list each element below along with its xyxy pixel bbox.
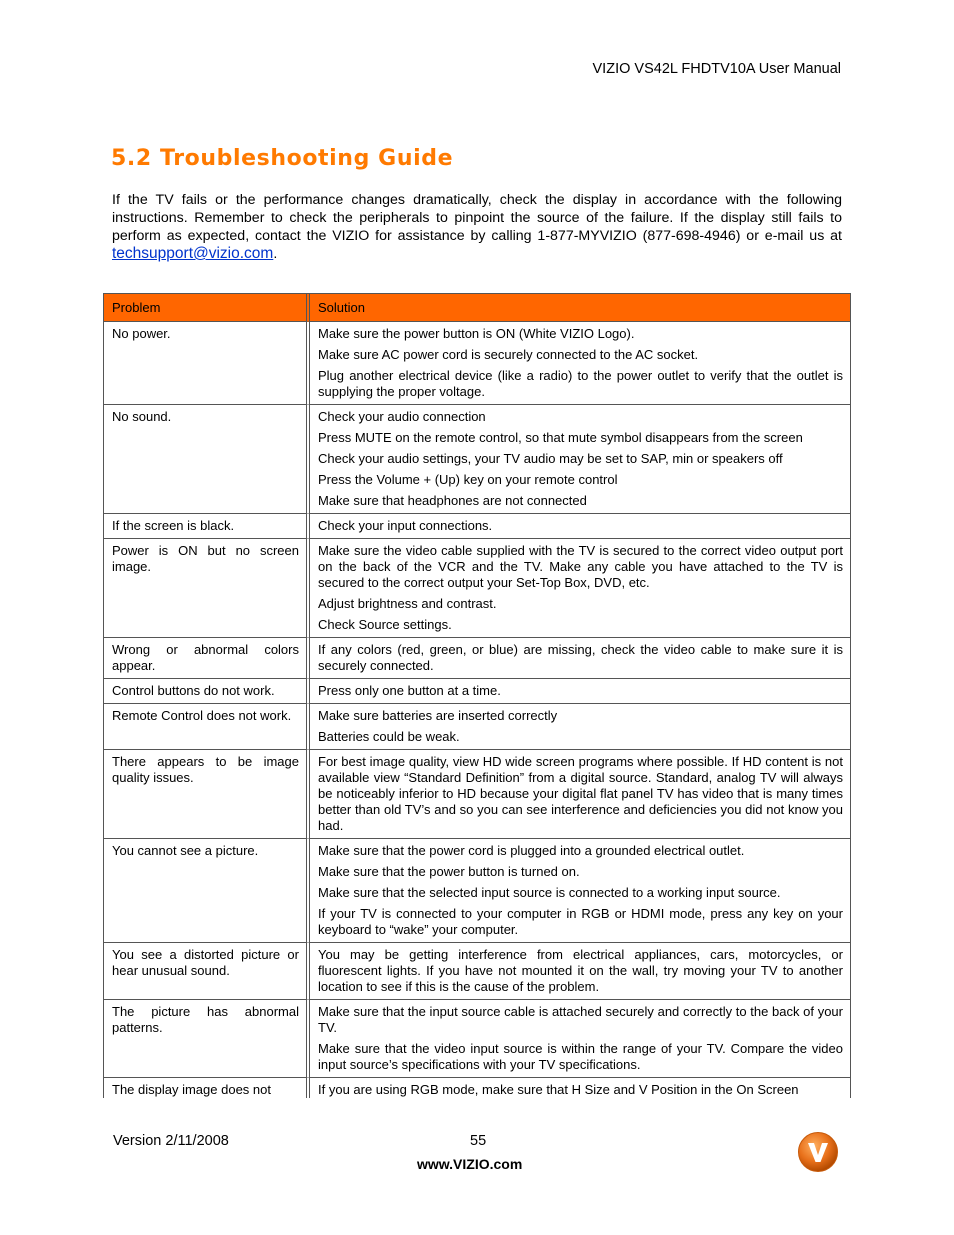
solution-step: If your TV is connected to your computer in RGB or HDMI mode, press any key on your keyboard to “wake” your computer.: [318, 906, 843, 937]
solution-cell: [310, 638, 851, 679]
problem-cell: No power.: [104, 322, 310, 405]
solution-step: Check your input connections.: [318, 518, 493, 533]
table-row: [104, 322, 851, 405]
solution-cell: [310, 405, 851, 514]
page-number: 55: [470, 1133, 487, 1149]
solution-step: You may be getting interference from electrical appliances, cars, motorcycles, or fluorescent lights. If you have not mounted it on the wall, try moving your TV to another location to see if this is the cause of the problem.: [318, 947, 843, 994]
support-email-link[interactable]: techsupport@vizio.com: [112, 245, 274, 262]
table-row: [104, 750, 851, 839]
table-row: [104, 679, 851, 704]
table-row: [104, 839, 851, 943]
footer-version: Version 2/11/2008: [113, 1133, 229, 1149]
solution-step: Make sure that the power cord is plugged into a grounded electrical outlet.: [318, 843, 745, 858]
solution-step: Batteries could be weak.: [318, 729, 460, 744]
table-row: [104, 704, 851, 750]
solution-step: Make sure the video cable supplied with the TV is secured to the correct video output port on the back of the VCR and the TV. Make any cable you have attached to the TV is secured to the correct output your Set-Top Box, DVD, etc.: [318, 543, 843, 590]
solution-step: If you are using RGB mode, make sure that H Size and V Position in the On Screen: [318, 1082, 799, 1097]
solution-step: Make sure that the power button is turned on.: [318, 864, 580, 879]
footer-website: www.VIZIO.com: [417, 1156, 523, 1172]
manual-title: VIZIO VS42L FHDTV10A User Manual: [592, 61, 841, 77]
header-problem: Problem: [104, 294, 310, 322]
solution-step: Press MUTE on the remote control, so that mute symbol disappears from the screen: [318, 430, 803, 445]
solution-step: Make sure that the input source cable is attached securely and correctly to the back of your TV.: [318, 1004, 843, 1035]
solution-cell: [310, 679, 851, 704]
solution-step: Check your audio connection: [318, 409, 486, 424]
problem-cell: The picture has abnormal patterns.: [104, 1000, 310, 1078]
solution-step: Make sure the power button is ON (White VIZIO Logo).: [318, 326, 635, 341]
table-row: [104, 1078, 851, 1098]
problem-cell: You cannot see a picture.: [104, 839, 310, 943]
solution-step: If any colors (red, green, or blue) are missing, check the video cable to make sure it is securely connected.: [318, 642, 843, 673]
vizio-logo-icon: [797, 1131, 839, 1173]
table-row: [104, 539, 851, 638]
header-solution: Solution: [310, 294, 851, 322]
table-row: [104, 514, 851, 539]
solution-cell: [310, 750, 851, 839]
solution-cell: [310, 514, 851, 539]
solution-cell: [310, 322, 851, 405]
solution-step: Check Source settings.: [318, 617, 452, 632]
table-header-row: [104, 294, 851, 322]
intro-end: .: [273, 246, 278, 262]
problem-cell: Control buttons do not work.: [104, 679, 310, 704]
solution-step: Make sure that the selected input source is connected to a working input source.: [318, 885, 781, 900]
table-row: [104, 1000, 851, 1078]
solution-cell: [310, 539, 851, 638]
troubleshooting-table: [103, 293, 851, 1098]
table-row: [104, 638, 851, 679]
solution-step: Plug another electrical device (like a radio) to the power outlet to verify that the outlet is supplying the proper voltage.: [318, 368, 843, 399]
problem-cell: There appears to be image quality issues.: [104, 750, 310, 839]
solution-cell: [310, 839, 851, 943]
solution-cell: [310, 1078, 851, 1098]
solution-step: Check your audio settings, your TV audio may be set to SAP, min or speakers off: [318, 451, 783, 466]
section-title: 5.2 Troubleshooting Guide: [111, 146, 454, 171]
solution-cell: [310, 1000, 851, 1078]
problem-cell: You see a distorted picture or hear unusual sound.: [104, 943, 310, 1000]
solution-step: Press only one button at a time.: [318, 683, 501, 698]
intro-text: If the TV fails or the performance changes dramatically, check the display in accordance with the following instructions. Remember to check the peripherals to pinpoint the source of the failure. If the display still fails to perform as expected, contact the VIZIO for assistance by calling 1-877-MYVIZIO (877-698-4946) or e-mail us at: [112, 192, 842, 244]
solution-step: Press the Volume + (Up) key on your remote control: [318, 472, 618, 487]
solution-step: Make sure AC power cord is securely connected to the AC socket.: [318, 347, 699, 362]
problem-cell: Wrong or abnormal colors appear.: [104, 638, 310, 679]
problem-cell: The display image does not: [104, 1078, 310, 1098]
solution-step: Make sure batteries are inserted correctly: [318, 708, 558, 723]
solution-cell: [310, 943, 851, 1000]
solution-cell: [310, 704, 851, 750]
solution-step: For best image quality, view HD wide screen programs where possible. If HD content is not available view “Standard Definition” from a digital source. Standard, analog TV will always be noticeably inferior to HD because your digital flat panel TV has video that is many times better than old TV’s and so you can see interference and deficiencies you did not know you had.: [318, 754, 843, 833]
problem-cell: Power is ON but no screen image.: [104, 539, 310, 638]
intro-paragraph: [112, 191, 842, 263]
problem-cell: No sound.: [104, 405, 310, 514]
table-row: [104, 943, 851, 1000]
problem-cell: Remote Control does not work.: [104, 704, 310, 750]
solution-step: Adjust brightness and contrast.: [318, 596, 497, 611]
problem-cell: If the screen is black.: [104, 514, 310, 539]
solution-step: Make sure that headphones are not connected: [318, 493, 587, 508]
solution-step: Make sure that the video input source is within the range of your TV. Compare the video input source’s specifications with your TV specifications.: [318, 1041, 843, 1072]
table-row: [104, 405, 851, 514]
